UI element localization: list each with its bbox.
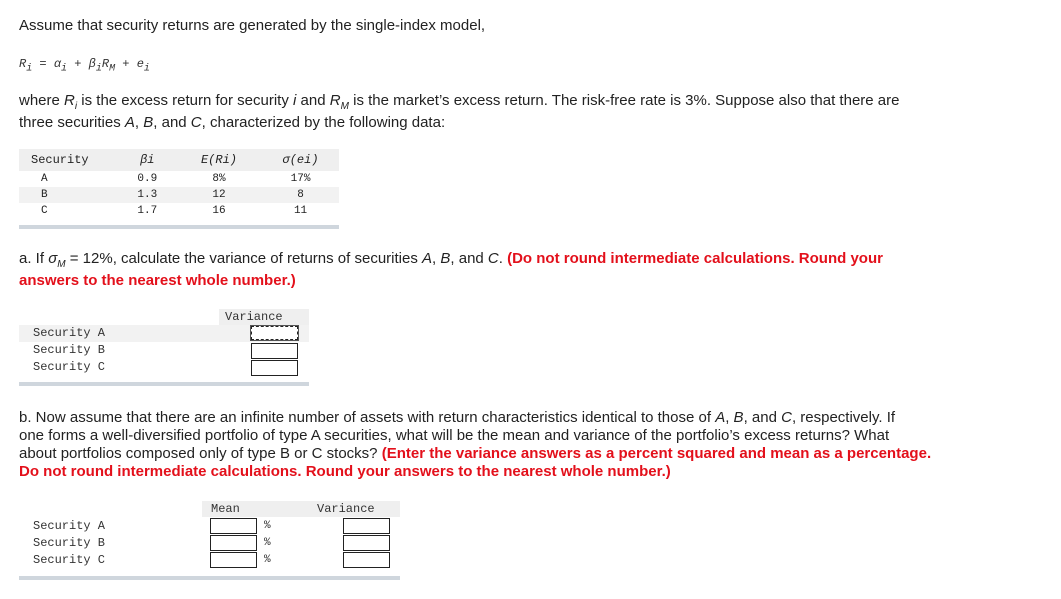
- cell: 12: [176, 187, 262, 203]
- where-d: is the market’s excess return. The risk-free rate is 3%. Suppose also that there are: [348, 92, 900, 109]
- part-b-l1a: b. Now assume that there are an infinite number of assets with return characteristics identical to those of: [19, 409, 716, 426]
- line3-and: , and: [153, 114, 191, 131]
- part-b-question: [19, 409, 931, 481]
- part-b-line2: one forms a well-diversified portfolio of type A securities, what will be the mean and variance of the portfolio’s excess returns? What: [19, 427, 890, 444]
- percent-sign: %: [264, 520, 271, 532]
- part-a-instruction2: answers to the nearest whole number.): [19, 272, 296, 289]
- cell: B: [19, 187, 119, 203]
- formula-plus2: +: [122, 57, 130, 71]
- percent-sign: %: [264, 537, 271, 549]
- cell: 1.7: [137, 205, 158, 217]
- row-label: Security C: [33, 360, 106, 374]
- row-label: Security A: [33, 519, 106, 533]
- part-b-line3: [19, 445, 931, 463]
- part-a-and: , and: [450, 250, 488, 267]
- three-securities-line: [19, 112, 445, 134]
- table-divider: [19, 382, 309, 386]
- table-row: [19, 534, 400, 551]
- formula-rm: R: [101, 57, 110, 71]
- table-row: [19, 171, 339, 187]
- formula-beta: β: [88, 57, 96, 71]
- line3-C: C: [190, 114, 202, 131]
- variance-input-c[interactable]: [343, 552, 390, 568]
- table-row: [19, 203, 339, 219]
- variance-input-a[interactable]: [251, 326, 298, 340]
- variance-input-b[interactable]: [251, 343, 298, 359]
- part-b-A: A: [715, 409, 726, 426]
- where-rm: R: [329, 92, 341, 109]
- cell: 0.9: [137, 173, 158, 185]
- part-b-header-row: [19, 501, 400, 517]
- mean-input-b[interactable]: [210, 535, 257, 551]
- variance-input-a[interactable]: [343, 518, 390, 534]
- col-beta-label: βi: [140, 153, 155, 167]
- part-a-prefix: a. If: [19, 250, 49, 267]
- cell: 8%: [212, 173, 226, 185]
- part-b-C: C: [781, 409, 792, 426]
- col-security: Security: [31, 153, 89, 167]
- table-row: [19, 517, 400, 534]
- row-label: Security B: [33, 343, 106, 357]
- table-divider: [19, 576, 400, 580]
- cell: 1.3: [119, 187, 176, 203]
- variance-input-c[interactable]: [251, 360, 298, 376]
- line3-b: , characterized by the following data:: [201, 114, 446, 131]
- cell: 8: [262, 187, 339, 203]
- formula-eq: =: [39, 57, 47, 71]
- line3-B: B: [143, 114, 154, 131]
- intro-line1: Assume that security returns are generated by the single-index model,: [19, 17, 486, 34]
- col-beta: [119, 149, 176, 171]
- formula-alpha: α: [53, 57, 62, 71]
- table-row: [19, 342, 309, 359]
- part-b-line4: Do not round intermediate calculations. Round your answers to the nearest whole number.): [19, 463, 671, 480]
- where-i: i: [293, 92, 297, 109]
- cell: 11: [293, 205, 308, 217]
- col-expected-return: [176, 149, 262, 171]
- cell: 16: [212, 205, 226, 217]
- line3-A: A: [124, 114, 135, 131]
- part-b-l1b: , respectively. If: [791, 409, 896, 426]
- percent-sign: %: [264, 554, 271, 566]
- security-data-table: [19, 149, 339, 229]
- where-ri-sub: i: [74, 101, 78, 112]
- where-rm-sub: M: [340, 101, 349, 112]
- part-a-dot: .: [498, 250, 508, 267]
- formula-e-sub: i: [143, 63, 150, 75]
- table-row: [19, 187, 339, 203]
- row-label: Security A: [33, 326, 106, 340]
- part-a-answer-table: [19, 309, 309, 386]
- model-formula: [19, 57, 150, 74]
- part-a-comma: ,: [432, 250, 441, 267]
- part-a-text1: = 12%, calculate the variance of returns of securities: [65, 250, 423, 267]
- formula-rm-sub: M: [109, 63, 116, 75]
- col-sigma-label: σ(ei): [282, 153, 319, 167]
- line3-comma: ,: [134, 114, 144, 131]
- line3-a: three securities: [19, 114, 125, 131]
- part-a-sigma: σ: [48, 250, 58, 267]
- formula-beta-sub: i: [95, 63, 102, 75]
- cell: A: [41, 173, 48, 185]
- part-a-C: C: [487, 250, 499, 267]
- formula-alpha-sub: i: [61, 63, 68, 75]
- variance-input-b[interactable]: [343, 535, 390, 551]
- cell: 17%: [290, 173, 311, 185]
- mean-input-c[interactable]: [210, 552, 257, 568]
- part-b-B: B: [733, 409, 744, 426]
- row-label: Security B: [33, 536, 106, 550]
- mean-input-a[interactable]: [210, 518, 257, 534]
- where-b: is the excess return for security: [77, 92, 294, 109]
- part-b-l3b: (Enter the variance answers as a percent squared and mean as a percentage.: [381, 445, 932, 462]
- where-ri: R: [64, 92, 75, 109]
- part-a-header-row: [19, 309, 309, 325]
- cell: C: [41, 205, 48, 217]
- part-b-and: , and: [743, 409, 782, 426]
- formula-r-sub: i: [26, 63, 33, 75]
- table-divider: [19, 225, 339, 229]
- formula-r: R: [19, 57, 27, 71]
- part-b-comma: ,: [725, 409, 734, 426]
- table-row: [19, 359, 309, 376]
- col-expected-return-label: E(Ri): [200, 153, 237, 167]
- formula-e: e: [136, 57, 144, 71]
- variance-header: Variance: [225, 310, 283, 324]
- part-a-instruction1: (Do not round intermediate calculations. Round your: [507, 250, 883, 267]
- table-row: [19, 325, 309, 342]
- part-b-l3a: about portfolios composed only of type B or C stocks?: [19, 445, 382, 462]
- row-label: Security C: [33, 553, 106, 567]
- col-sigma: [262, 149, 339, 171]
- formula-plus1: +: [74, 57, 82, 71]
- table-row: [19, 551, 400, 568]
- data-table: [19, 149, 339, 219]
- part-b-line1: [19, 409, 931, 427]
- mean-header: Mean: [211, 502, 240, 516]
- data-table-header: [19, 149, 339, 171]
- where-c: and: [296, 92, 330, 109]
- part-a-B: B: [440, 250, 451, 267]
- part-a-sigma-sub: M: [57, 259, 66, 270]
- where-a: where: [19, 92, 65, 109]
- intro-text: [19, 15, 485, 37]
- variance-header: Variance: [317, 502, 375, 516]
- part-a-A: A: [422, 250, 433, 267]
- part-b-answer-table: [19, 501, 400, 580]
